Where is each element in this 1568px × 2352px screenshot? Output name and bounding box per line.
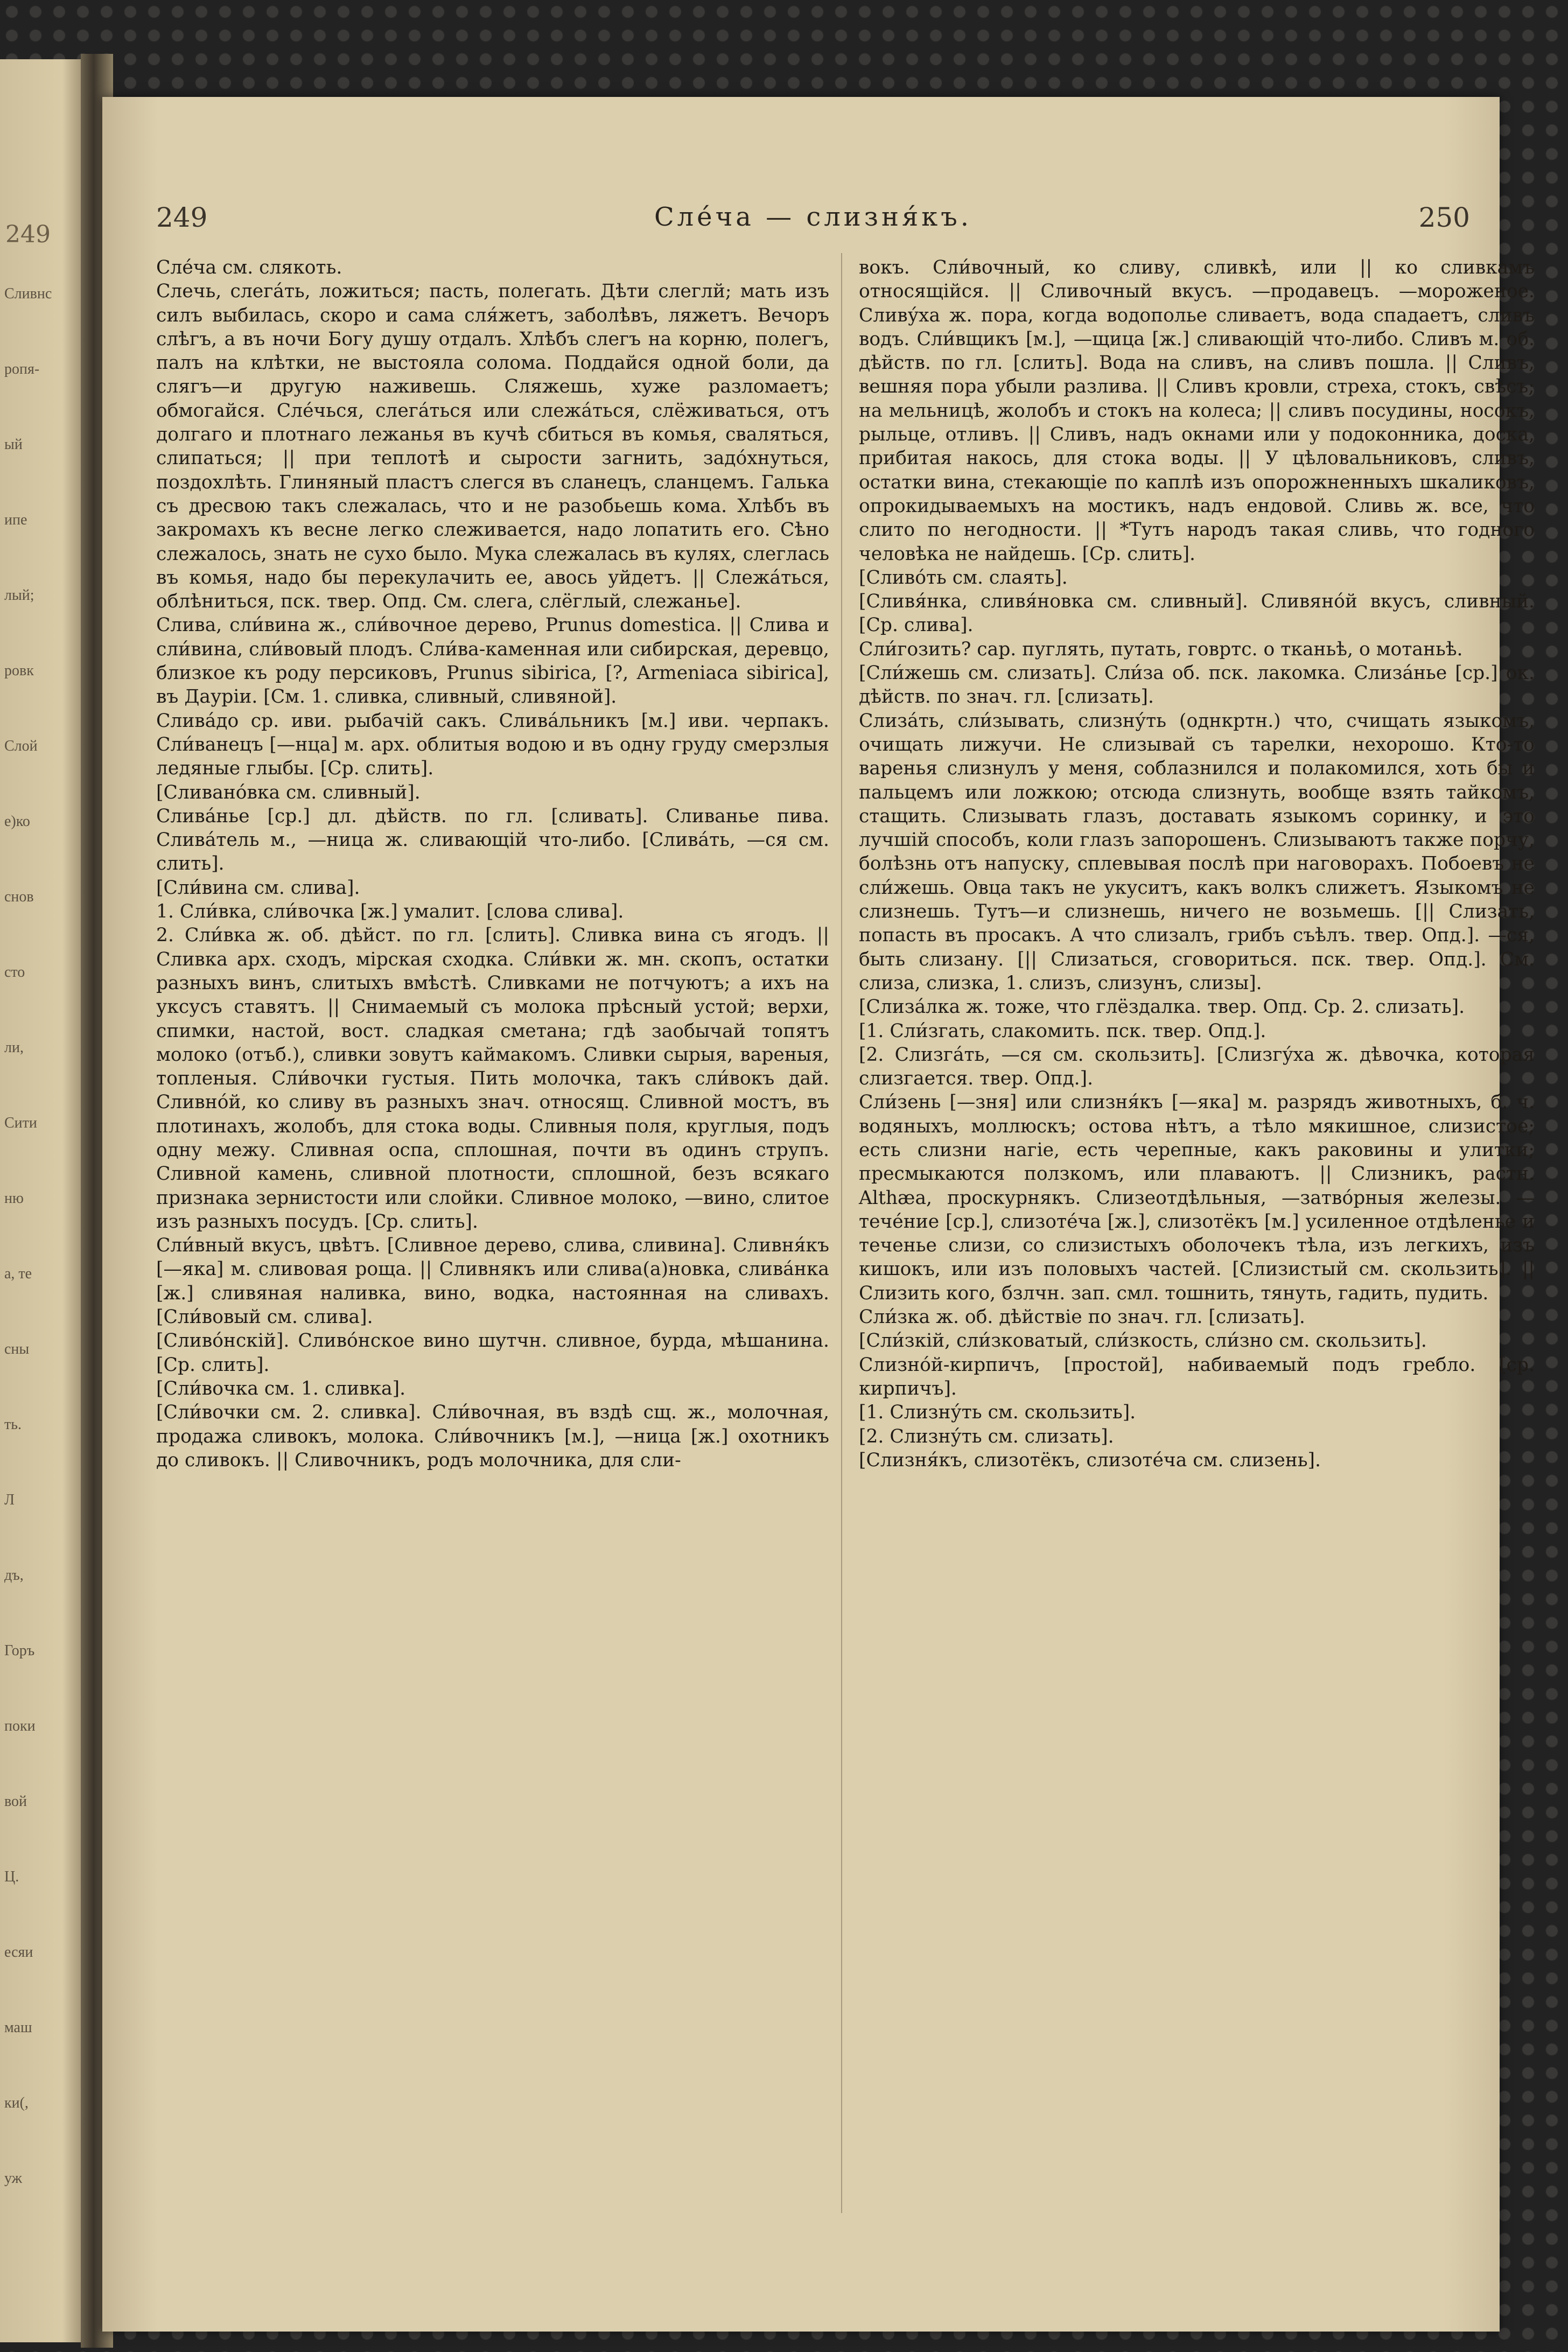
left-page-fragment: снов <box>4 888 34 905</box>
dictionary-entry: Слиза́ть, сли́зывать, слизну́ть (однкртн.) что, счищать языкомъ, очищать лижучи. Не слизывай съ тарелки, нехорошо. Кто-то варенья слизнулъ у меня, соблазнился и полакомился, хоть бы и пальцемъ или ложкою; отсюда слизнуть, вообще взять тайкомъ, стащить. Слизывать глазъ, доставать языкомъ соринку, и это лучшій способъ, коли глазъ запорошенъ. Слизываютъ также порчу, болѣзнь отъ напуску, сплевывая послѣ при наговорахъ. Побоевъ не сли́жешь. Овца такъ не укуситъ, какъ волкъ слижетъ. Языкомъ не слизнешь. Тутъ—и слизнешь, ничего не возьмешь. [|| Слизать, попасть въ просакъ. А что слизалъ, грибъ съѣлъ. твер. Опд.]. —ся, быть слизану. [|| Слизаться, сговориться. пск. твер. Опд.]. См. слиза, слизка, 1. слизъ, слизунъ, слизы]. <box>859 710 1535 994</box>
dictionary-entry: Сли́гозить? сар. пуглять, путать, говртс. о тканьѣ, о мотаньѣ. <box>859 638 1463 660</box>
left-page-fragment: Горъ <box>4 1642 35 1659</box>
dictionary-entry: Сли́зка ж. об. дѣйствіе по знач. гл. [слизать]. <box>859 1306 1305 1328</box>
left-page-fragment: е)ко <box>4 813 30 830</box>
dictionary-entry: Сли́вный вкусъ, цвѣтъ. [Сливное дерево, слива, сливина]. Сливня́къ [—яка] м. сливовая роща. || Сливнякъ или слива(а)новка, слива́нка [ж.] сливяная наливка, вино, водка, настоянная на сливахъ. [Сли́вовый см. слива]. <box>156 1235 829 1328</box>
left-page-fragment: ки(, <box>4 2095 29 2111</box>
left-page-fragment: ню <box>4 1190 24 1207</box>
dictionary-entry: [Сли́жешь см. слизать]. Сли́за об. пск. лакомка. Слиза́нье [ср.] ок. дѣйств. по знач. гл. [слизать]. <box>859 662 1535 708</box>
page-number-right: 250 <box>1418 202 1470 233</box>
left-facing-page <box>0 59 89 2342</box>
dictionary-entry: Слизно́й-кирпичъ, [простой], набиваемый подъ гребло. [ср. кирпичъ]. <box>859 1354 1535 1399</box>
left-page-fragment: Ц. <box>4 1868 19 1885</box>
dictionary-entry: [Сливано́вка см. сливный]. <box>156 781 421 803</box>
dictionary-entry: [Слиза́лка ж. тоже, что глёздалка. твер. Опд. Ср. 2. слизать]. <box>859 996 1465 1018</box>
dictionary-entry: Слива́до ср. иви. рыбачій сакъ. Слива́льникъ [м.] иви. черпакъ. Сли́ванецъ [—нца] м. арх. облитыя водою и въ одну груду смерзлыя ледяные глыбы. [Ср. слить]. <box>156 710 829 780</box>
column-left <box>156 256 829 1472</box>
dictionary-entry: [Сливя́нка, сливя́новка см. сливный]. Сливяно́й вкусъ, сливный. [Ср. слива]. <box>859 591 1535 636</box>
dictionary-entry: Сли́зень [—зня] или слизня́къ [—яка] м. разрядъ животныхъ, б. ч. водяныхъ, моллюскъ; остова нѣтъ, а тѣло мякишное, слизистое; есть слизни нагіе, есть черепные, какъ раковины и улитки; пресмыкаются ползкомъ, или плаваютъ. || Слизникъ, растн. Althæa, проскурнякъ. Слизеотдѣльныя, —затво́рныя железы. —тече́ние [ср.], слизоте́ча [ж.], слизотёкъ [м.] усиленное отдѣленье и теченье слизи, со слизистыхъ оболочекъ тѣла, изъ легкихъ, изъ кишокъ, или изъ половыхъ частей. [Слизистый см. скользить]. || Слизить кого, бзлчн. зап. смл. тошнить, тянуть, гадить, пудить. <box>859 1091 1535 1304</box>
dictionary-entry: [Сли́вина см. слива]. <box>156 877 360 899</box>
left-page-fragment: ть. <box>4 1416 22 1433</box>
left-page-fragment: ровк <box>4 662 34 679</box>
left-page-fragment: Слой <box>4 738 38 754</box>
dictionary-entry: [1. Слизну́ть см. скользить]. <box>859 1402 1136 1424</box>
dictionary-entry: [Сли́зкій, сли́зковатый, сли́зкость, сли́зно см. скользить]. <box>859 1330 1427 1352</box>
dictionary-entry: [Сливо́нскій]. Сливо́нское вино шутчн. сливное, бурда, мѣшанина. [Ср. слить]. <box>156 1330 829 1376</box>
left-page-fragment: маш <box>4 2019 32 2036</box>
dictionary-entry: 1. Сли́вка, сли́вочка [ж.] умалит. [слова слива]. <box>156 901 624 923</box>
dictionary-entry: [Сли́вочки см. 2. сливка]. Сли́вочная, въ вздѣ сщ. ж., молочная, продажа сливокъ, молока. Сли́вочникъ [м.], —ница [ж.] охотникъ до сливокъ. || Сливочникъ, родъ молочника, для сли- <box>156 1402 829 1471</box>
left-facing-page-number: 249 <box>5 221 51 248</box>
left-page-fragment: есяи <box>4 1944 33 1961</box>
left-page-fragment: Сити <box>4 1115 37 1131</box>
left-page-fragment: вой <box>4 1793 27 1810</box>
dictionary-entry: [Сливо́ть см. слаять]. <box>859 566 1068 589</box>
dictionary-entry: [2. Слизну́ть см. слизать]. <box>859 1425 1114 1447</box>
left-page-fragment: лый; <box>4 587 34 604</box>
left-page-fragment: Сливнс <box>4 285 52 302</box>
dictionary-entry: [1. Сли́згать, слакомить. пск. твер. Опд.]. <box>859 1020 1266 1042</box>
dictionary-entry: Слива, сли́вина ж., сли́вочное дерево, Prunus domestica. || Слива и сли́вина, сли́вовый плодъ. Сли́ва-каменная или сибирская, деревцо, близкое къ роду персиковъ, Prunus sibirica, [?, Armeniaca sibirica], въ Дауріи. [См. 1. сливка, сливный, сливяной]. <box>156 614 829 708</box>
left-page-fragment: сны <box>4 1341 30 1357</box>
dictionary-entry: Слечь, слега́ть, ложиться; пасть, полегать. Дѣти слеглй; мать изъ силъ выбилась, скоро и сама сля́жетъ, заболѣвъ, ляжетъ. Вечоръ слѣгъ, а въ ночи Богу душу отдалъ. Хлѣбъ слегъ на корню, полегъ, палъ на клѣтки, не выстояла солома. Поддайся одной боли, да слягъ—и другую наживешь. Сляжешь, хуже разломаетъ; обмогайся. Сле́чься, слега́ться или слежа́ться, слёживаться, отъ долгаго и плотнаго лежанья въ кучѣ сбиться въ комья, сваляться, слипаться; || при теплотѣ и сырости загнить, задо́хнуться, поздохлѣть. Глиняный пластъ слегся въ сланецъ, сланцемъ. Галька съ дресвою такъ слежалась, что и не разобьешь кома. Хлѣбъ въ закромахъ къ весне легко слеживается, надо лопатить его. Сѣно слежалось, знать не сухо было. Мука слежалась въ кулях, слеглась въ комья, надо бы перекулачить ее, авось уйдетъ. || Слежа́ться, облѣниться, пск. твер. Опд. См. слега, слёглый, слежанье]. <box>156 281 829 613</box>
dictionary-entry: [Сли́вочка см. 1. сливка]. <box>156 1377 406 1399</box>
page-number-left: 249 <box>156 202 208 233</box>
left-page-fragment: дъ, <box>4 1567 24 1584</box>
column-right <box>859 256 1535 1472</box>
dictionary-entry: вокъ. Сли́вочный, ко сливу, сливкѣ, или || ко сливкамъ относящійся. || Сливочный вкусъ. —продавецъ. —мороженое. Сливу́ха ж. пора, когда водополье сливаетъ, вода спадаетъ, сливъ водъ. Сли́вщикъ [м.], —щица [ж.] сливающій что-либо. Сливъ м. об. дѣйств. по гл. [слить]. Вода на сливъ, на сливъ пошла. || Сливъ, вешняя пора убыли разлива. || Сливъ кровли, стреха, стокъ, свѣсъ; на мельницѣ, жолобъ и стокъ на колеса; || сливъ посудины, носокъ, рыльце, отливъ. || Сливъ, надъ окнами или у подоконника, доска, прибитая накось, для стока воды. || У цѣловальниковъ, сливъ, остатки вина, стекающіе по каплѣ изъ опорожненныхъ шкаликовъ, опрокидываемыхъ на мостикъ, надъ ендовой. Сливь ж. все, что слито по негодности. || *Тутъ народъ такая сливь, что годного человѣка не найдешь. [Ср. слить]. <box>859 257 1535 565</box>
dictionary-entry: Сле́ча см. слякоть. <box>156 257 342 278</box>
left-page-fragment: а, те <box>4 1265 32 1282</box>
dictionary-entry: [Слизня́къ, слизотёкъ, слизоте́ча см. слизень]. <box>859 1449 1321 1471</box>
left-page-fragment: уж <box>4 2170 22 2187</box>
dictionary-entry: Слива́нье [ср.] дл. дѣйств. по гл. [сливать]. Сливанье пива. Слива́тель м., —ница ж. сливающій что-либо. [Слива́ть, —ся см. слить]. <box>156 805 829 875</box>
dictionary-page <box>102 97 1535 2332</box>
running-head: Сле́ча — слизня́къ. <box>654 202 972 232</box>
left-page-fragment: поки <box>4 1718 36 1734</box>
left-page-fragment: ый <box>4 436 23 453</box>
left-page-fragment: Л <box>4 1492 15 1508</box>
column-divider <box>841 253 842 2213</box>
left-page-fragment: сто <box>4 964 25 981</box>
left-page-fragment: ропя- <box>4 361 40 377</box>
left-page-fragment: ипе <box>4 512 27 528</box>
left-page-fragment: ли, <box>4 1039 24 1056</box>
dictionary-entry: [2. Слизга́ть, —ся см. скользить]. [Слизгу́ха ж. дѣвочка, которая слизгается. твер. Опд.]. <box>859 1044 1535 1090</box>
page-header <box>156 202 1470 245</box>
dictionary-entry: 2. Сли́вка ж. об. дѣйст. по гл. [слить]. Сливка вина съ ягодъ. || Сливка арх. сходъ, мірская сходка. Сли́вки ж. мн. скопъ, остатки разныхъ винъ, слитыхъ вмѣстѣ. Сливками не потчуютъ; а ихъ на уксусъ ставятъ. || Снимаемый съ молока прѣсный устой; верхи, спимки, настой, вост. сладкая сметана; гдѣ заобычай топятъ молоко (отъб.), сливки зовутъ каймакомъ. Сливки сырыя, вареныя, топленыя. Сли́вочки густыя. Пить молочка, такъ сли́вокъ дай. Сливно́й, ко сливу въ разныхъ знач. относящ. Сливной мостъ, въ плотинахъ, жолобъ, для стока воды. Сливныя поля, круглыя, подъ одну межу. Сливная оспа, сплошная, почти въ одинъ струпъ. Сливной камень, сливной плотности, сплошной, безъ всякаго признака зернистости или слойки. Сливное молоко, —вино, слитое изъ разныхъ посудъ. [Ср. слить]. <box>156 925 829 1233</box>
